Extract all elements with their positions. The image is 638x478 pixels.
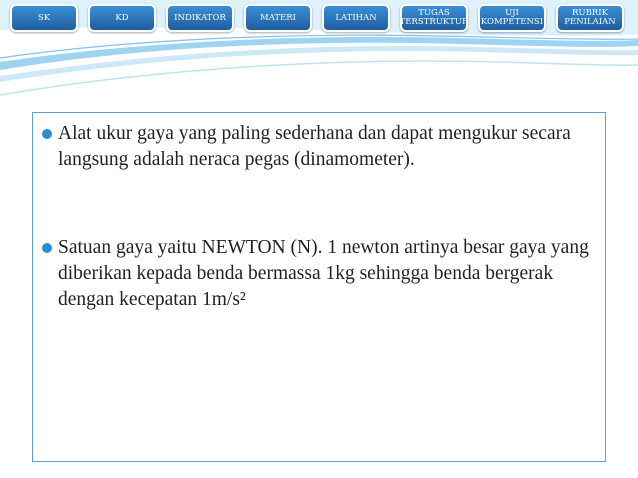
nav-button-indikator[interactable] — [166, 4, 234, 32]
nav-label-uji: UJI — [505, 8, 519, 19]
bullet-item — [42, 121, 602, 173]
nav-button-kd[interactable] — [88, 4, 156, 32]
nav-button-tugas-terstruktur[interactable] — [400, 4, 468, 32]
nav-label-tugas: TUGAS — [418, 8, 450, 19]
nav-button-materi[interactable] — [244, 4, 312, 32]
nav-label-kd: KD — [115, 12, 129, 23]
nav-label-penilaian: PENILAIAN — [564, 17, 616, 27]
content-panel — [32, 112, 606, 462]
nav-button-latihan[interactable] — [322, 4, 390, 32]
bullet-text: Alat ukur gaya yang paling sederhana dan dapat mengukur secara langsung adalah neraca pegas (dinamometer). — [58, 123, 571, 170]
bullet-dot-icon — [42, 243, 52, 253]
nav-label-terstruktur: TERSTRUKTUR — [399, 17, 469, 27]
nav-label-rubrik: RUBRIK — [572, 8, 608, 19]
nav-label-materi: MATERI — [259, 12, 296, 23]
nav-label-latihan: LATIHAN — [335, 12, 377, 23]
top-navigation — [10, 4, 630, 34]
bullet-item — [42, 235, 602, 313]
bullet-text: Satuan gaya yaitu NEWTON (N). 1 newton artinya besar gaya yang diberikan kepada benda bermassa 1kg sehingga benda bergerak dengan kecepatan 1m/s² — [58, 237, 589, 310]
nav-button-sk[interactable] — [10, 4, 78, 32]
nav-button-rubrik-penilaian[interactable] — [556, 4, 624, 32]
nav-label-indikator: INDIKATOR — [174, 12, 226, 23]
nav-button-uji-kompetensi[interactable] — [478, 4, 546, 32]
nav-label-kompetensi: KOMPETENSI — [480, 17, 544, 27]
bullet-dot-icon — [42, 129, 52, 139]
nav-label-sk: SK — [37, 12, 51, 23]
